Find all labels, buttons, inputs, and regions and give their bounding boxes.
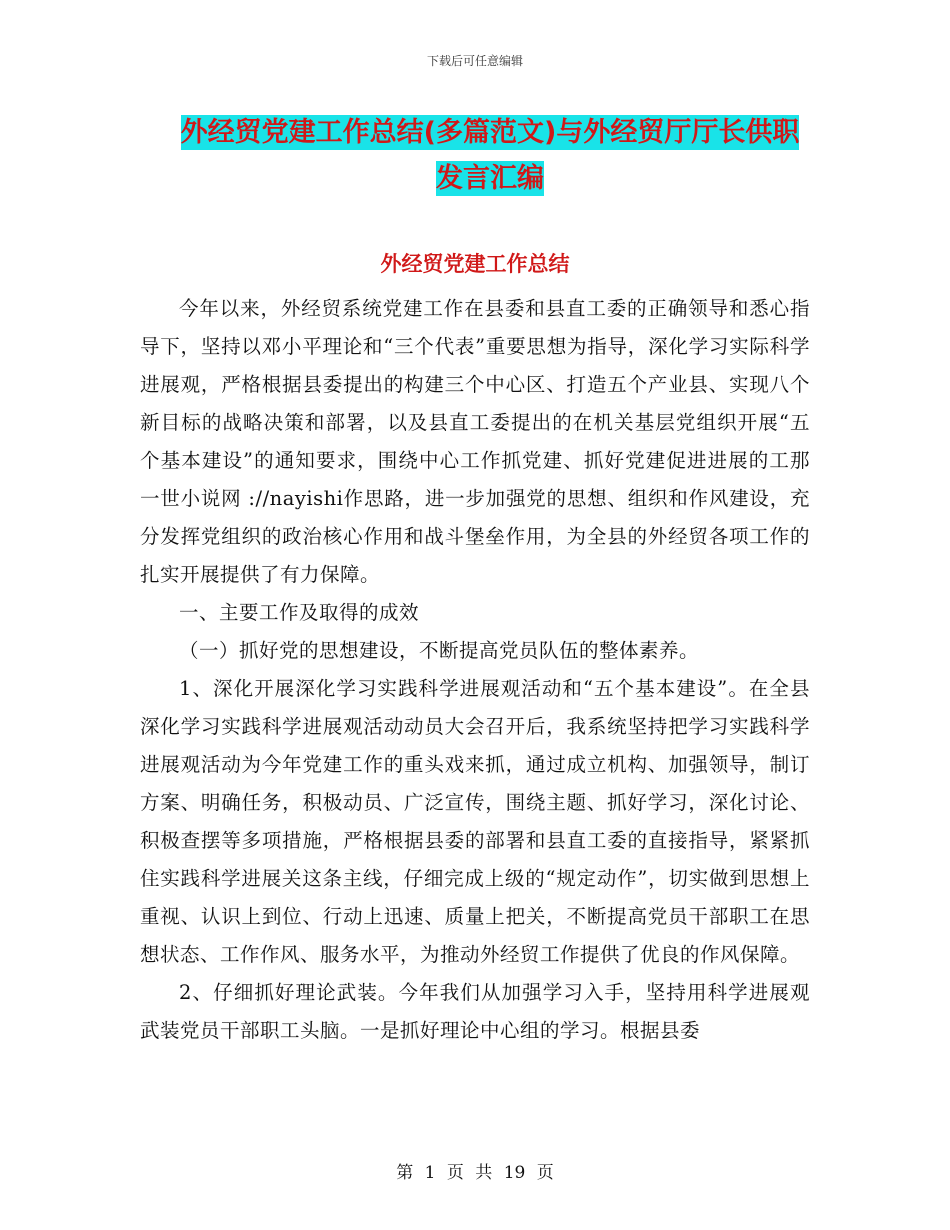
paragraph-heading-main-work: 一、主要工作及取得的成效 xyxy=(179,601,420,624)
section-title: 外经贸党建工作总结 xyxy=(380,252,570,276)
document-title-line-1 xyxy=(140,110,840,149)
paragraph-intro: 今年以来，外经贸系统党建工作在县委和县直工委的正确领导和悉心指导下，坚持以邓小平理论和“三个代表”重要思想为指导，深化学习实际科学进展观，严格根据县委提出的构建三个中心区、打造五个产业县、实现八个新目标的战略决策和部署，以及县直工委提出的在机关基层党组织开展“五个基本建设”的通知要求，围绕中心工作抓党建、抓好党建促进进展的工那一世小说网 ://nayishi作思路，进一步加强党的思想、组织和作风建设，充分发挥党组织的政治核心作用和战斗堡垒作用，为全县的外经贸各项工作的扎实开展提供了有力保障。 xyxy=(140,297,810,586)
title-highlight: 发言汇编 xyxy=(436,163,544,194)
document-body xyxy=(140,290,810,1050)
paragraph-item-2: 2、仔细抓好理论武装。今年我们从加强学习入手，坚持用科学进展观武装党员干部职工头脑。一是抓好理论中心组的学习。根据县委 xyxy=(140,981,810,1042)
page-footer: 第 1 页 共 19 页 xyxy=(396,1163,554,1183)
paragraph-item-1: 1、深化开展深化学习实践科学进展观活动和“五个基本建设”。在全县深化学习实践科学进展观活动动员大会召开后，我系统坚持把学习实践科学进展观活动为今年党建工作的重头戏来抓，通过成立机构、加强领导，制订方案、明确任务，积极动员、广泛宣传，围绕主题、抓好学习，深化讨论、积极查摆等多项措施，严格根据县委的部署和县直工委的直接指导，紧紧抓住实践科学进展关这条主线，仔细完成上级的“规定动作”，切实做到思想上重视、认识上到位、行动上迅速、质量上把关，不断提高党员干部职工在思想状态、工作作风、服务水平，为推动外经贸工作提供了优良的作风保障。 xyxy=(140,677,810,966)
paragraph-subheading-1: （一）抓好党的思想建设，不断提高党员队伍的整体素养。 xyxy=(179,639,700,662)
document-title-line-2 xyxy=(140,156,840,195)
title-highlight: 外经贸党建工作总结(多篇范文)与外经贸厅厅长供职 xyxy=(180,117,800,148)
header-note: 下载后可任意编辑 xyxy=(426,54,523,68)
